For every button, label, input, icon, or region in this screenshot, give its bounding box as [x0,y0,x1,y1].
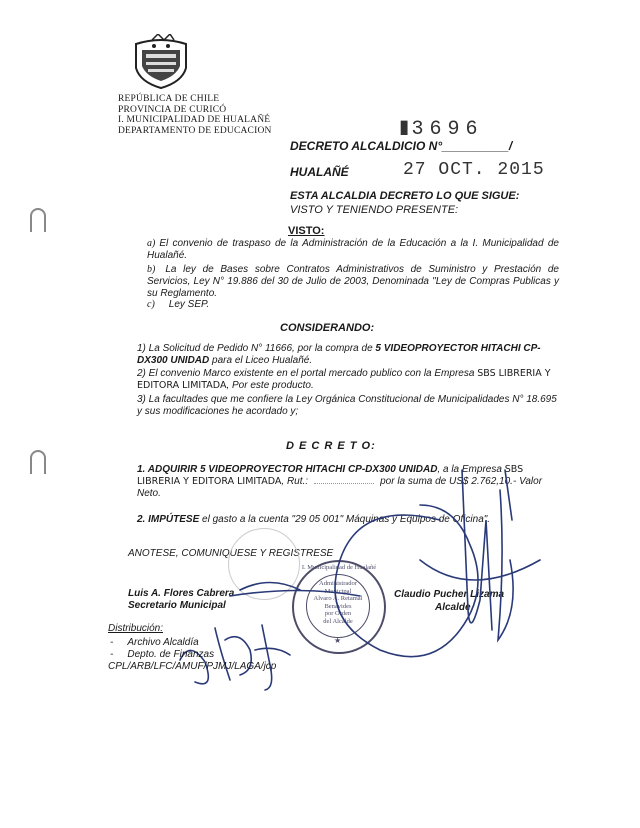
stamp-line-2: Municipal [324,587,352,595]
stamp-line-6: del Alcalde [323,617,353,625]
considerando-p1-a: 1) La Solicitud de Pedido N° 11666, por la compra de [137,343,376,354]
header-line-3: I. MUNICIPALIDAD DE HUALAÑÉ [118,115,271,125]
considerando-p2-company: SBS LIBRERIA Y EDITORA LIMITADA [137,368,551,391]
visto-marker-a: a) [147,238,156,249]
considerando-title: CONSIDERANDO: [280,322,375,334]
city-label: HUALAÑÉ [290,165,349,179]
header-line-2: PROVINCIA DE CURICÓ [118,104,227,115]
signature-right-name: Claudio Pucher Lizama [394,589,505,600]
closing-text: ANOTESE, COMUNIQUESE Y REGISTRESE [128,548,334,559]
distribucion-bullet-1: - [110,637,114,648]
distribucion-item-2-text: Depto. de Finanzas [127,649,215,660]
signature-left-role: Secretario Municipal [128,600,226,611]
considerando-p2-a: 2) El convenio Marco existente en el portal mercado publico con la Empresa [137,368,478,379]
decree-number-blank: __________/ [442,139,513,153]
stamp-line-4: Benavides [324,602,352,610]
stamp-line-1: Administrador [319,580,357,587]
distribucion-title: Distribución: [108,623,164,634]
decreto-title: D E C R E T O: [286,440,376,452]
decreto-p2-text: el gasto a la cuenta "29 05 001" Máquinas y Equipos de Oficina". [199,514,491,525]
decreto-p1-b: , a la Empresa [437,464,505,475]
decreto-p1-company: SBS LIBRERIA Y EDITORA LIMITADA [137,464,524,487]
intro-line-2: VISTO Y TENIENDO PRESENTE: [290,204,459,216]
considerando-p3: 3) La facultades que me confiere la Ley Orgánica Constitucional de Municipalidades N° 18.695 y sus modificaciones he acordado y; [137,394,557,417]
visto-text-c: Ley SEP. [168,299,210,310]
decree-label: DECRETO ALCALDICIO N° [290,139,443,153]
header-line-4: DEPARTAMENTO DE EDUCACION [118,125,272,136]
distribucion-item-1-text: Archivo Alcaldía [127,637,199,648]
distribucion-bullet-2: - [110,649,114,660]
visto-title: VISTO: [288,225,325,237]
date-stamp: 27 OCT. 2015 [403,160,545,180]
decreto-p1-rut-label: , Rut.: [281,476,309,487]
stamp-star-icon: ★ [334,636,342,645]
considerando-p1-c: para el Liceo Hualañé. [209,355,313,366]
decreto-p1-amount: por la suma de US$ 2.762,10.- Valor Neto. [137,476,543,499]
signature-left-name: Luis A. Flores Cabrera [128,588,235,599]
decree-number-stamp: ▮3696 [397,115,484,142]
distribucion-item-1 [110,637,199,649]
stamp-line-5: por Orden [324,610,352,617]
distribucion-item-2 [110,649,214,661]
considerando-p1-product: 5 VIDEOPROYECTOR HITACHI CP-DX300 UNIDAD [137,343,541,366]
decreto-p1-action: 1. ADQUIRIR 5 VIDEOPROYECTOR HITACHI CP-DX300 UNIDAD [137,464,438,475]
stamp-line-3: Alvaro A. Retamal [313,595,363,602]
visto-text-b: La ley de Bases sobre Contratos Administrativos de Suministro y Prestación de Servicios, Ley N° 19.886 del 30 de Julio de 2003, Denominada "Ley de Compras Publicas y su Reglamento. [147,264,559,299]
header-line-1: REPÚBLICA DE CHILE [118,94,220,104]
signature-right-role: Alcalde [435,602,471,613]
visto-marker-b: b) [147,264,156,275]
decree-number-value: 3696 [411,118,484,141]
considerando-p2-c: , Por este producto. [226,380,314,391]
decreto-p2-action: 2. IMPÚTESE [137,514,200,525]
visto-text-a: El convenio de traspaso de la Administración de la Educación a la I. Municipalidad de Hualañé. [147,238,559,261]
intro-line-1: ESTA ALCALDIA DECRETO LO QUE SIGUE: [290,190,520,202]
stamp-ring-text: I. Municipalidad de Hualañé [301,564,377,571]
distribucion-initials: CPL/ARB/LFC/AMUF/PJMJ/LAGA/jcp [108,661,277,672]
visto-marker-c: c) [147,299,155,310]
